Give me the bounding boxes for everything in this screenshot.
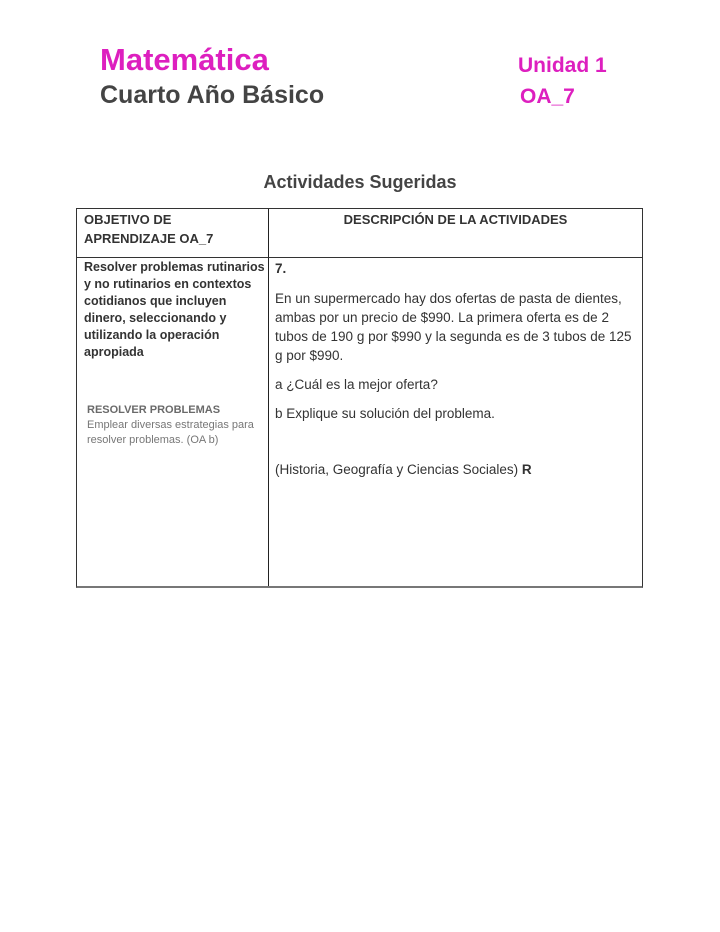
skill-text: Emplear diversas estrategias para resolver problemas. (OA b) — [87, 419, 254, 446]
activity-statement: En un supermercado hay dos ofertas de pasta de dientes, ambas por un precio de $990. La primera oferta es de 2 tubos de 190 g por $990 y la segunda es de 3 tubos de 125 g por $990. — [275, 291, 632, 363]
activity-description — [275, 259, 635, 489]
subject-link-text: (Historia, Geografía y Ciencias Sociales) — [275, 462, 519, 477]
skill-block — [87, 403, 265, 448]
oa-label: OA_7 — [520, 85, 575, 108]
subject-link — [275, 460, 635, 479]
row-divider — [77, 257, 642, 258]
question-b: b Explique su solución del problema. — [275, 406, 495, 421]
grade-subtitle: Cuarto Año Básico — [100, 81, 325, 109]
activity-number: 7. — [275, 261, 287, 276]
question-a: a ¿Cuál es la mejor oferta? — [275, 377, 438, 392]
section-title: Actividades Sugeridas — [263, 172, 457, 192]
activities-table — [76, 208, 643, 588]
column-divider — [268, 209, 269, 586]
objective-text: Resolver problemas rutinarios y no rutinarios en contextos cotidianos que incluyen dinero, seleccionando y utilizando la operación apropiada — [84, 260, 265, 359]
header-description: DESCRIPCIÓN DE LA ACTIVIDADES — [343, 212, 568, 227]
header-objective: OBJETIVO DE APRENDIZAJE OA_7 — [84, 212, 214, 246]
page-title: Matemática — [100, 42, 269, 77]
subject-link-mark: R — [521, 462, 532, 477]
skill-title: RESOLVER PROBLEMAS — [87, 404, 221, 416]
unit-label: Unidad 1 — [518, 54, 607, 77]
